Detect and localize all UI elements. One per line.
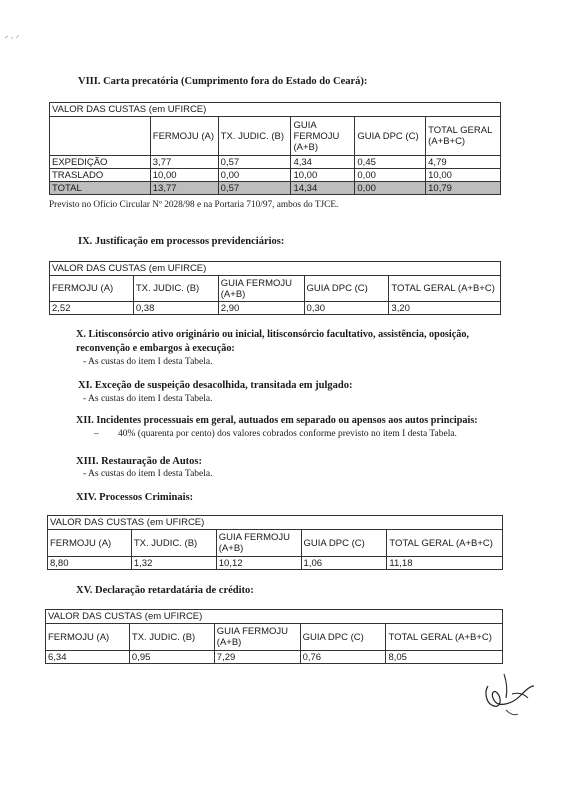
table-header: GUIA DPC (C): [355, 117, 426, 156]
table-cell: 8,80: [48, 557, 132, 570]
section-x-text: - As custas do item I desta Tabela.: [83, 357, 213, 367]
section-x-heading-line2: reconvenção e embargos à execução:: [76, 343, 235, 354]
table-cell: 10,00: [426, 169, 501, 182]
table-cell: 0,00: [355, 169, 426, 182]
table-title: VALOR DAS CUSTAS (em UFIRCE): [46, 610, 503, 624]
table-cell: 2,52: [50, 302, 134, 315]
section-xii-dash: –: [94, 429, 99, 439]
table-header: TOTAL GERAL (A+B+C): [389, 276, 501, 302]
table-cell: 0,95: [129, 651, 214, 664]
table-cell: TOTAL: [50, 182, 151, 195]
scan-mark: [4, 32, 22, 42]
section-xiii-heading: XIII. Restauração de Autos:: [76, 456, 202, 467]
handwritten-signature: [478, 664, 540, 722]
table-cell: 4,79: [426, 156, 501, 169]
table-cell: 0,57: [218, 156, 291, 169]
table-cell: 6,34: [46, 651, 130, 664]
table-header: GUIA DPC (C): [301, 530, 387, 557]
table-cell: 11,18: [387, 557, 503, 570]
table-header: GUIA FERMOJU (A+B): [214, 624, 300, 651]
table-cell: 3,20: [389, 302, 501, 315]
table-header: TX. JUDIC. (B): [131, 530, 216, 557]
section-viii-table: [49, 102, 501, 195]
table-header: TX. JUDIC. (B): [133, 276, 218, 302]
section-xv-heading: XV. Declaração retardatária de crédito:: [76, 585, 254, 596]
table-row: [48, 557, 503, 570]
table-cell: 0,00: [218, 169, 291, 182]
table-cell: EXPEDIÇÃO: [50, 156, 151, 169]
table-header: GUIA DPC (C): [300, 624, 386, 651]
table-cell: 2,90: [218, 302, 304, 315]
table-row: [50, 169, 501, 182]
table-cell: 8,05: [386, 651, 503, 664]
table-cell: 0,00: [355, 182, 426, 195]
table-header: GUIA FERMOJU (A+B): [291, 117, 355, 156]
table-row: [50, 302, 501, 315]
section-ix-table: [49, 261, 501, 315]
table-header: FERMOJU (A): [46, 624, 130, 651]
table-header: FERMOJU (A): [50, 276, 134, 302]
section-xv-table: [45, 609, 503, 664]
table-cell: 3,77: [150, 156, 218, 169]
table-cell: 0,57: [218, 182, 291, 195]
table-header: TX. JUDIC. (B): [129, 624, 214, 651]
table-header: FERMOJU (A): [48, 530, 132, 557]
table-cell: 0,45: [355, 156, 426, 169]
table-title: VALOR DAS CUSTAS (em UFIRCE): [48, 516, 503, 530]
table-cell: 10,12: [216, 557, 301, 570]
table-header: TOTAL GERAL (A+B+C): [386, 624, 503, 651]
table-row: [46, 651, 503, 664]
section-xi-text: - As custas do item I desta Tabela.: [83, 394, 213, 404]
table-cell: 13,77: [150, 182, 218, 195]
table-cell: 10,79: [426, 182, 501, 195]
table-header-empty: [50, 117, 151, 156]
section-xiv-table: [47, 515, 503, 570]
table-cell: 14,34: [291, 182, 355, 195]
table-total-row: [50, 182, 501, 195]
table-header: GUIA DPC (C): [304, 276, 389, 302]
section-xiv-heading: XIV. Processos Criminais:: [76, 492, 194, 503]
table-title: VALOR DAS CUSTAS (em UFIRCE): [50, 103, 501, 117]
table-cell: 0,38: [133, 302, 218, 315]
table-cell: 1,32: [131, 557, 216, 570]
table-cell: 4,34: [291, 156, 355, 169]
table-header: FERMOJU (A): [150, 117, 218, 156]
table-title: VALOR DAS CUSTAS (em UFIRCE): [50, 262, 501, 276]
table-header: GUIA FERMOJU (A+B): [216, 530, 301, 557]
table-cell: 10,00: [291, 169, 355, 182]
section-x-heading-line1: X. Litisconsórcio ativo originário ou inicial, litisconsórcio facultativo, assistência, oposição,: [76, 329, 469, 340]
table-cell: 10,00: [150, 169, 218, 182]
table-header: GUIA FERMOJU (A+B): [218, 276, 304, 302]
section-xiii-text: - As custas do item I desta Tabela.: [83, 469, 213, 479]
table-header: TX. JUDIC. (B): [218, 117, 291, 156]
table-cell: 7,29: [214, 651, 300, 664]
table-cell: 0,76: [300, 651, 386, 664]
table-header: TOTAL GERAL (A+B+C): [387, 530, 503, 557]
table-cell: 0,30: [304, 302, 389, 315]
section-xii-heading: XII. Incidentes processuais em geral, autuados em separado ou apensos aos autos principais:: [76, 415, 478, 426]
section-xi-heading: XI. Exceção de suspeição desacolhida, transitada em julgado:: [78, 380, 353, 391]
table-cell: 1,06: [301, 557, 387, 570]
table-row: [50, 156, 501, 169]
section-viii-note: Previsto no Ofício Circular Nº 2028/98 e na Portaria 710/97, ambos do TJCE.: [49, 200, 339, 210]
section-ix-heading: IX. Justificação em processos previdenciários:: [78, 236, 285, 247]
table-cell: TRASLADO: [50, 169, 151, 182]
table-header: TOTAL GERAL (A+B+C): [426, 117, 501, 156]
section-viii-heading: VIII. Carta precatória (Cumprimento fora do Estado do Ceará):: [78, 76, 368, 87]
section-xii-text: 40% (quarenta por cento) dos valores cobrados conforme previsto no item I desta Tabela.: [118, 429, 457, 439]
